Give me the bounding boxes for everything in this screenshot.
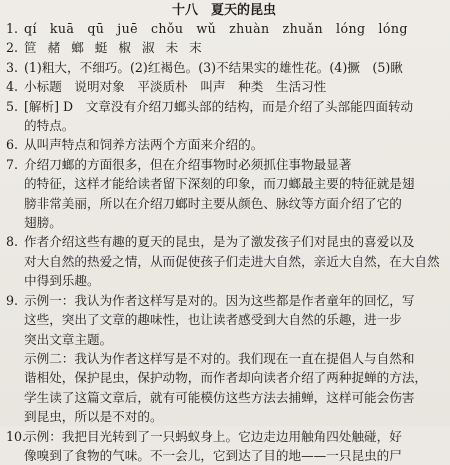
item-number: 9. [6, 292, 19, 308]
item-number: 4. [6, 79, 19, 95]
item-number: 2. [6, 40, 19, 56]
answer-line: 示例二：我认为作者这样写是不对的。我们现在一直在提倡人与自然和 [24, 350, 415, 366]
character: 淑 [141, 40, 155, 56]
answer-item [6, 38, 442, 57]
item-number: 7. [6, 156, 19, 172]
answer-item [6, 97, 442, 136]
answer-line: 突出文章主题。 [24, 331, 113, 347]
character: 末 [189, 40, 202, 56]
answer-line: (1)粗大，不细巧。(2)红褐色。(3)不结果实的雄性花。(4)撅 (5)瞅 [24, 59, 403, 75]
answer-line: 学生读了这篇文章后，就有可能模仿这些方法去捕蝉，这样可能会伤害 [24, 389, 415, 405]
answer-line: 的特征，这样才能给读者留下深刻的印象，而刀螂最主要的特征就是翅 [24, 176, 415, 192]
answer-line: 到昆虫，所以是不对的。 [24, 409, 163, 425]
answer-item [6, 19, 442, 38]
answer-line: 翅膀。 [24, 215, 62, 231]
character: 螂 [71, 40, 84, 56]
character: 未 [165, 40, 179, 56]
answer-item [6, 232, 442, 290]
character: 赭 [47, 40, 61, 56]
item-number: 3. [6, 59, 19, 75]
answer-item [6, 135, 442, 154]
item-number: 1. [6, 21, 19, 36]
answer-list [6, 19, 442, 465]
answer-line: [解析] D 文章没有介绍刀螂头部的结构，而是介绍了头部能四面转动 [24, 98, 414, 114]
answer-line: 小标题 说明对象 平淡质朴 叫声 种类 生活习性 [24, 79, 327, 95]
answer-line: 中得到乐趣。 [24, 273, 100, 289]
character: 笸 [24, 40, 37, 56]
answer-line: 的特点。 [24, 118, 75, 134]
answer-line: 介绍刀螂的方面很多，但在介绍事物时必须抓住事物最显著 [24, 156, 352, 172]
answer-line: qí kuā qū juē chǒu wǔ zhuàn zhuǎn lóng lóng [24, 21, 408, 36]
answer-item [6, 291, 442, 427]
answer-line: 作者介绍这些有趣的夏天的昆虫，是为了激发孩子们对昆虫的喜爱以及 [24, 234, 415, 250]
answer-item [6, 77, 442, 96]
answer-line: 示例一：我认为作者这样写是对的。因为这些都是作者童年的回忆，写 [24, 292, 415, 308]
answer-item [6, 58, 442, 77]
item-number: 8. [6, 234, 19, 250]
answer-line: 谐相处，保护昆虫，保护动物，而作者却向读者介绍了两种捉蝉的方法， [24, 370, 427, 386]
character-list [24, 38, 442, 57]
answer-line: 这些，突出了文章的趣味性，也让读者感受到大自然的乐趣，进一步 [24, 312, 402, 328]
character: 蜓 [94, 40, 108, 56]
answer-line: 从叫声特点和饲养方法两个方面来介绍的。 [24, 137, 264, 153]
item-number: 6. [6, 137, 19, 153]
item-number: 10. [6, 428, 27, 444]
answer-line: 对大自然的热爱之情，从而促使孩子们走进大自然，亲近大自然，在大自然 [24, 253, 440, 269]
answer-line: 膀非常美丽，所以在介绍刀螂时主要从颜色、脉纹等方面介绍了它的 [24, 195, 402, 211]
answer-item [6, 427, 442, 465]
page-title: 十八 夏天的昆虫 [171, 3, 276, 18]
answer-item [6, 155, 442, 233]
answer-line: 示例：我把目光转到了一只蚂蚁身上。它边走边用触角四处触碰，好 [24, 428, 402, 444]
character: 椒 [118, 40, 131, 56]
answer-line: 像嗅到了食物的气味。不一会儿，它到达了目的地——一只昆虫的尸 [24, 447, 402, 463]
item-number: 5. [6, 98, 19, 114]
